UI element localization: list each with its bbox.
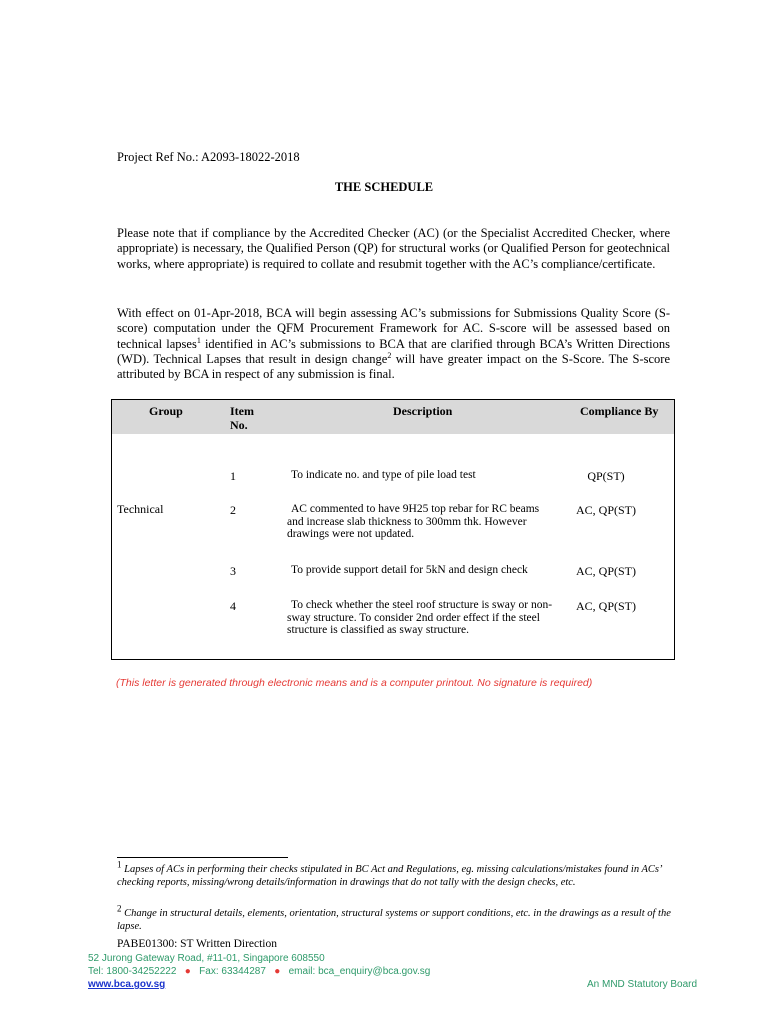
footnote-2-text: Change in structural details, elements, orientation, structural systems or support conditions, etc. in the drawings as a result of the lapse.: [117, 908, 671, 932]
table-row-1-compliance: QP(ST): [587, 469, 625, 483]
footer-fax: Fax: 63344287: [199, 966, 266, 977]
footnote-2-number: 2: [117, 903, 122, 914]
table-row-2-compliance: AC, QP(ST): [575, 503, 636, 517]
footnote-ref-1[interactable]: 1: [196, 335, 201, 345]
s-score-paragraph: [117, 306, 670, 382]
footnote-1: [117, 859, 672, 889]
table-row-1-description: To indicate no. and type of pile load test: [291, 469, 476, 481]
footnote-1-number: 1: [117, 859, 122, 870]
document-code: PABE01300: ST Written Direction: [117, 938, 278, 950]
footnote-ref-2[interactable]: 2: [387, 350, 392, 360]
header-item-no: Item No.: [230, 404, 254, 432]
s-score-text-3: will have greater impact on the S-Score. The S-score attributed by BCA in respect of any submission is final.: [117, 351, 670, 382]
header-group: Group: [149, 404, 183, 418]
footer-address: 52 Jurong Gateway Road, #11-01, Singapore 608550: [88, 953, 325, 964]
table-row-1-item: 1: [230, 469, 236, 483]
header-description: Description: [393, 404, 453, 418]
s-score-text-2: identified in AC’s submissions to BCA that are clarified through BCA’s Written Directions (WD). Technical Lapses that result in design change: [117, 336, 670, 366]
table-row-2-description: AC commented to have 9H25 top rebar for RC beams and increase slab thickness to 300mm thk. However drawings were not updated.: [287, 503, 540, 541]
s-score-text-1: With effect on 01-Apr-2018, BCA will begin assessing AC’s submissions for Submissions Quality Score (S-score) computation under the QFM Procurement Framework for AC. S-score will be assessed based on technical lapses: [117, 306, 670, 351]
bullet-icon: ●: [274, 966, 281, 977]
table-row-4-compliance: AC, QP(ST): [575, 599, 636, 613]
footer-tagline: An MND Statutory Board: [587, 979, 698, 990]
project-ref: Project Ref No.: A2093-18022-2018: [117, 150, 300, 164]
footnote-2: [117, 903, 672, 933]
table-row-3-item: 3: [230, 564, 236, 578]
group-technical: Technical: [117, 502, 164, 516]
schedule-table: [111, 399, 675, 660]
table-row-3-compliance: AC, QP(ST): [575, 564, 636, 578]
header-compliance-by: Compliance By: [580, 404, 659, 418]
footnote-1-text: Lapses of ACs in performing their checks stipulated in BC Act and Regulations, eg. missing calculations/mistakes found in ACs’ checking reports, missing/wrong details/information in drawings that do not tally with the design checks, etc.: [117, 864, 662, 888]
footer-website-link[interactable]: www.bca.gov.sg: [88, 979, 166, 990]
electronic-notice: (This letter is generated through electronic means and is a computer printout. No signature is required): [116, 677, 593, 689]
footer-email[interactable]: email: bca_enquiry@bca.gov.sg: [288, 966, 431, 977]
table-row-3-description: To provide support detail for 5kN and design check: [291, 564, 528, 576]
schedule-title: THE SCHEDULE: [334, 180, 434, 194]
footer-contacts: [88, 966, 430, 977]
table-row-4-item: 4: [230, 599, 236, 613]
table-row-2-item: 2: [230, 503, 236, 517]
footer-tel: Tel: 1800-34252222: [88, 966, 177, 977]
bullet-icon: ●: [184, 966, 191, 977]
compliance-paragraph: Please note that if compliance by the Accredited Checker (AC) (or the Specialist Accredited Checker, where appropriate) is necessary, the Qualified Person (QP) for structural works (or Qualified Person for geotechnical works, where appropriate) is required to collate and resubmit together with the AC’s compliance/certificate.: [117, 226, 670, 271]
footnote-divider: [117, 857, 288, 858]
table-row-4-description: To check whether the steel roof structure is sway or non-sway structure. To consider 2nd order effect if the steel structure is classified as sway structure.: [287, 599, 553, 637]
